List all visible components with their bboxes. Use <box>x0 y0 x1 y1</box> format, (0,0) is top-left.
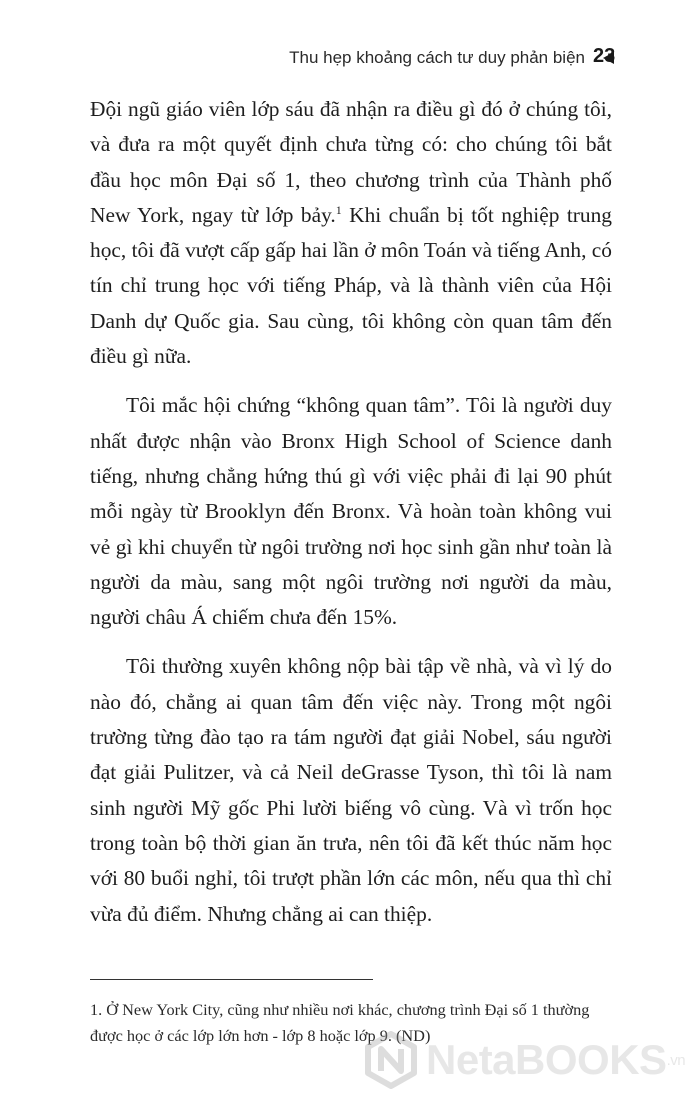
netabooks-logo-icon <box>362 1031 420 1089</box>
paragraph-3: Tôi thường xuyên không nộp bài tập về nhà, và vì lý do nào đó, chẳng ai quan tâm đến việc này. Trong một ngôi trường từng đào tạo ra tám người đạt giải Nobel, sáu người đạt giải Pulitzer, và cả Neil deGrasse Tyson, thì tôi là nam sinh người Mỹ gốc Phi lười biếng vô cùng. Và vì trốn học trong toàn bộ thời gian ăn trưa, nên tôi đã kết thúc năm học với 80 buổi nghỉ, tôi trượt phần lớn các môn, nếu qua thì chỉ vừa đủ điểm. Nhưng chẳng ai can thiệp. <box>90 654 612 926</box>
running-header <box>289 48 614 68</box>
paragraph-2: Tôi mắc hội chứng “không quan tâm”. Tôi là người duy nhất được nhận vào Bronx High School of Science danh tiếng, nhưng chẳng hứng thú gì với việc phải đi lại 90 phút mỗi ngày từ Brooklyn đến Bronx. Và hoàn toàn không vui vẻ gì khi chuyển từ ngôi trường nơi học sinh gần như toàn là người da màu, sang một ngôi trường nơi người da màu, người châu Á chiếm chưa đến 15%. <box>90 393 612 630</box>
footnote-divider <box>90 979 373 980</box>
body-text <box>90 92 612 932</box>
running-title: Thu hẹp khoảng cách tư duy phản biện <box>289 48 585 67</box>
footnote-reference: 1 <box>335 202 342 217</box>
page-number: 23 <box>593 45 616 67</box>
paragraph-1 <box>90 92 612 374</box>
watermark-brand: NetaBOOKS <box>426 1036 667 1083</box>
paragraph-1-text-cont: Khi chuẩn bị tốt nghiệp trung học, tôi đã vượt cấp gấp hai lần ở môn Toán và tiếng Anh, có tín chỉ trung học với tiếng Pháp, và là thành viên của Hội Danh dự Quốc gia. Sau cùng, tôi không còn quan tâm đến điều gì nữa. <box>90 202 612 369</box>
paragraph-1-text: Đội ngũ giáo viên lớp sáu đã nhận ra điều gì đó ở chúng tôi, và đưa ra một quyết định chưa từng có: cho chúng tôi bắt đầu học môn Đại số 1, theo chương trình của Thành phố New York, ngay từ lớp bảy. <box>90 97 612 227</box>
footnote: 1. Ở New York City, cũng như nhiều nơi khác, chương trình Đại số 1 thường được học ở các lớp lớn hơn - lớp 8 hoặc lớp 9. (ND) <box>90 1000 590 1045</box>
watermark <box>362 1031 685 1089</box>
watermark-suffix: .vn <box>666 1051 686 1069</box>
